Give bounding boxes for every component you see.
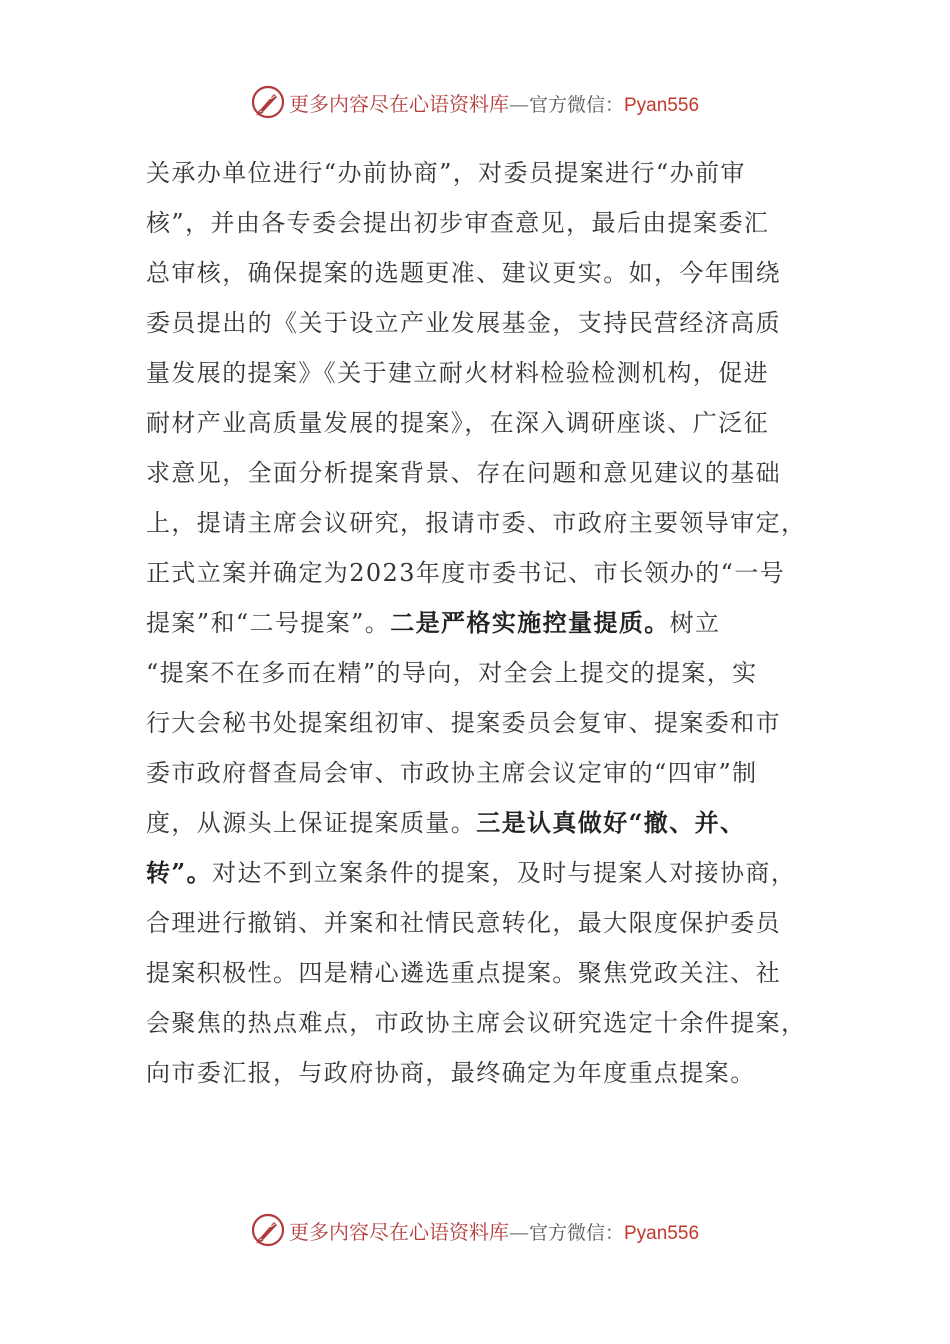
text-line [146, 398, 806, 448]
body-text: 求意见，全面分析提案背景、存在问题和意见建议的基础 [146, 459, 781, 487]
watermark-label: 官方微信： [528, 93, 624, 116]
body-text: 总审核，确保提案的选题更准、建议更实。如，今年围绕 [146, 259, 781, 287]
watermark-title: 更多内容尽在心语资料库 [288, 1219, 509, 1244]
text-line [146, 798, 806, 848]
text-line [146, 698, 806, 748]
text-line [146, 248, 806, 298]
body-text: 上，提请主席会议研究，报请市委、市政府主要领导审定， [146, 509, 807, 537]
body-text: 会聚焦的热点难点，市政协主席会议研究选定十余件提案， [146, 1009, 807, 1037]
text-line [146, 498, 806, 548]
text-line [146, 598, 806, 648]
text-line [146, 648, 806, 698]
body-text: 关承办单位进行“办前协商”，对委员提案进行“办前审 [146, 159, 746, 187]
header-watermark [0, 82, 950, 122]
watermark-label: 官方微信： [528, 1221, 624, 1244]
text-line [146, 198, 806, 248]
quill-logo-icon [251, 1213, 285, 1247]
text-line [146, 298, 806, 348]
bold-heading-text: 转”。 [146, 858, 213, 887]
quill-logo-icon [251, 85, 285, 119]
watermark-text [289, 88, 699, 117]
watermark-dash: — [508, 91, 529, 116]
watermark-dash: — [508, 1219, 529, 1244]
body-text: 提案”和“二号提案”。 [146, 609, 391, 637]
footer-watermark [0, 1210, 950, 1250]
body-text: 正式立案并确定为2023年度市委书记、市长领办的“一号 [146, 559, 786, 587]
body-text: 耐材产业高质量发展的提案》，在深入调研座谈、广泛征 [146, 409, 769, 437]
body-text: 核”，并由各专委会提出初步审查意见，最后由提案委汇 [146, 209, 770, 237]
body-text: 合理进行撤销、并案和社情民意转化，最大限度保护委员 [146, 909, 781, 937]
text-line [146, 848, 806, 898]
text-line [146, 748, 806, 798]
watermark-wechat-id: Pyan556 [624, 94, 700, 116]
text-line [146, 148, 806, 198]
watermark-wechat-id: Pyan556 [624, 1222, 700, 1244]
text-line [146, 348, 806, 398]
body-text: 行大会秘书处提案组初审、提案委员会复审、提案委和市 [146, 709, 781, 737]
body-text: 向市委汇报，与政府协商，最终确定为年度重点提案。 [146, 1059, 756, 1087]
text-line [146, 948, 806, 998]
text-line [146, 448, 806, 498]
watermark-text [289, 1216, 699, 1245]
watermark-title: 更多内容尽在心语资料库 [288, 91, 509, 116]
body-text: 度，从源头上保证提案质量。 [146, 809, 477, 837]
body-text: “提案不在多而在精”的导向，对全会上提交的提案，实 [146, 659, 758, 687]
body-text: 对达不到立案条件的提案，及时与提案人对接协商， [212, 859, 797, 887]
body-text: 委市政府督查局会审、市政协主席会议定审的“四审”制 [146, 759, 758, 787]
text-line [146, 898, 806, 948]
text-line [146, 1048, 806, 1098]
bold-heading-text: 二是严格实施控量提质。 [390, 608, 670, 637]
text-line [146, 998, 806, 1048]
document-body [146, 148, 806, 1098]
bold-heading-text: 三是认真做好“撤、并、 [476, 808, 746, 837]
body-text: 量发展的提案》《关于建立耐火材料检验检测机构，促进 [146, 359, 769, 387]
body-text: 树立 [669, 609, 721, 637]
text-line [146, 548, 806, 598]
body-text: 提案积极性。四是精心遴选重点提案。聚焦党政关注、社 [146, 959, 781, 987]
body-text: 委员提出的《关于设立产业发展基金，支持民营经济高质 [146, 309, 781, 337]
